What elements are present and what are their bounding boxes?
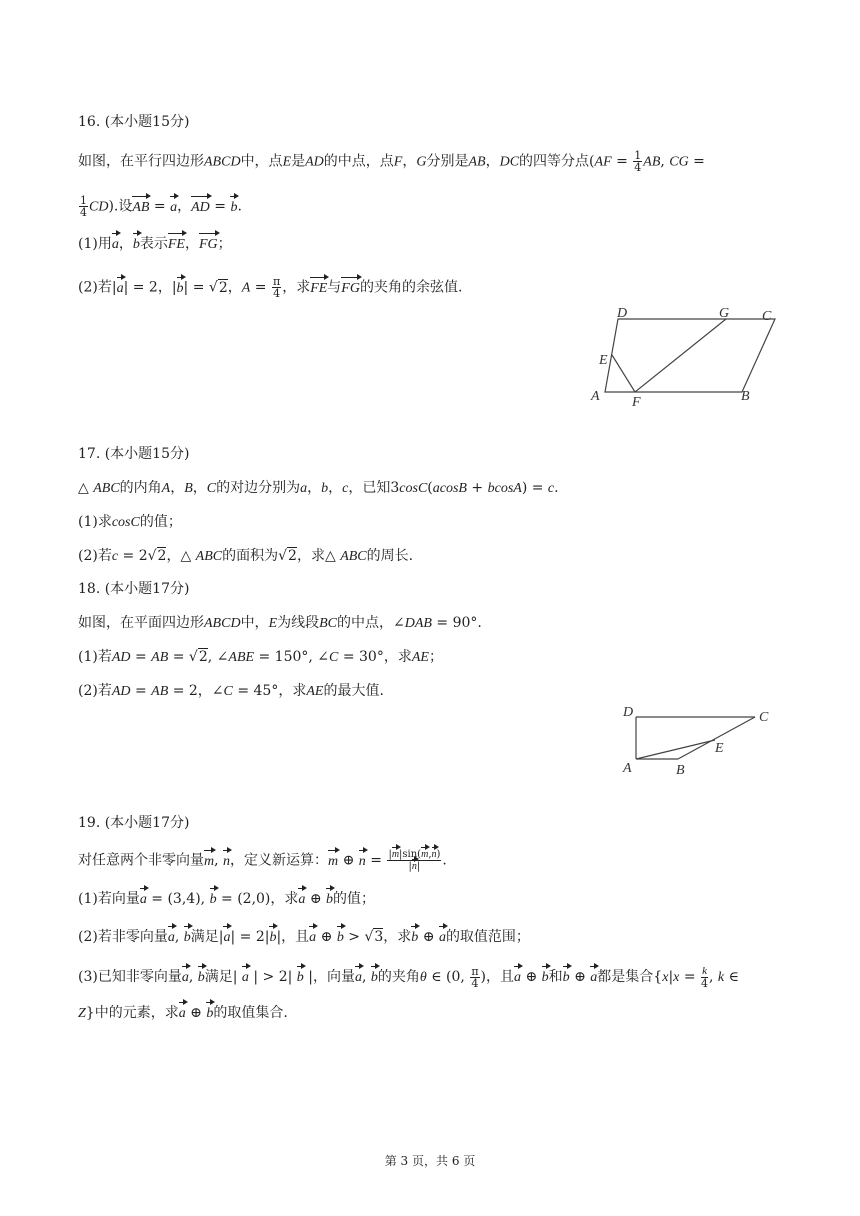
svg-text:D: D <box>623 705 634 720</box>
q19-heading: 19. (本小题17分) <box>78 815 190 831</box>
q18-part2: (2)若AD = AB = 2，∠C = 45°，求AE的最大值. <box>78 683 384 699</box>
svg-text:A: A <box>623 761 632 776</box>
q17-heading: 17. (本小题15分) <box>78 446 190 462</box>
q19-part1: (1)若向量a = (3,4), b = (2,0)，求a ⊕ b的值； <box>78 889 375 910</box>
svg-text:A: A <box>591 389 600 404</box>
q17-intro: △ ABC的内角A，B，C的对边分别为a，b，c，已知3cosC(acosB + bcosA) = c. <box>78 480 559 496</box>
q18-part1: (1)若AD = AB = √2, ∠ABE = 150°, ∠C = 30°，求AE； <box>78 649 443 665</box>
q17-part1: (1)求cosC的值； <box>78 514 182 530</box>
q16-part2: (2)若|a| = 2，|b| = √2，A = $\frac{\pi}{4}$ ，求FE与FG的夹角的余弦值. <box>78 275 463 300</box>
q19-intro: 对任意两个非零向量m, n，定义新运算：m ⊕ n = $\frac{|m|\sin(m,n)}{|n|}$ . <box>78 849 447 872</box>
svg-text:E: E <box>715 741 724 756</box>
svg-text:E: E <box>599 353 608 368</box>
svg-text:C: C <box>762 309 772 324</box>
q17-part2: (2)若c = 2√2，△ ABC的面积为√2，求△ ABC的周长. <box>78 548 414 564</box>
quadrilateral-figure <box>615 700 785 780</box>
q18-intro: 如图，在平面四边形ABCD中，E为线段BC的中点，∠DAB = 90°. <box>78 615 482 631</box>
q19-part3: (3)已知非零向量a, b满足| a | > 2| b |，向量a, b的夹角θ ∈ (0, $\frac{\pi}{4}$ )，且a ⊕ b和b ⊕ a都是集合{x|x = $\frac{k}{4}$ , k ∈ <box>78 964 739 990</box>
q16-intro: 如图，在平行四边形ABCD中，点E是AD的中点，点F，G分别是AB，DC的四等分点(AF = $\frac{1}{4}$ AB, CG = <box>78 149 705 174</box>
parallelogram-figure <box>585 302 785 410</box>
svg-text:C: C <box>759 710 769 725</box>
svg-text:B: B <box>741 389 750 404</box>
q19-part2: (2)若非零向量a, b满足|a| = 2|b|，且a ⊕ b > √3，求b ⊕ a的取值范围； <box>78 927 530 948</box>
q16-heading: 16. (本小题15分) <box>78 114 190 130</box>
page-footer: 第 3 页，共 6 页 <box>384 1154 476 1168</box>
q18-heading: 18. (本小题17分) <box>78 581 190 597</box>
svg-text:G: G <box>719 306 730 321</box>
q16-intro-cont: $\frac{1}{4}$ CD).设AB = a，AD = b. <box>80 194 242 219</box>
svg-text:D: D <box>617 306 628 321</box>
svg-text:F: F <box>632 395 641 410</box>
svg-text:B: B <box>676 763 685 778</box>
q19-part3-cont: Z}中的元素，求a ⊕ b的取值集合. <box>78 1003 288 1024</box>
q16-part1: (1)用a，b表示FE，FG； <box>78 234 232 255</box>
